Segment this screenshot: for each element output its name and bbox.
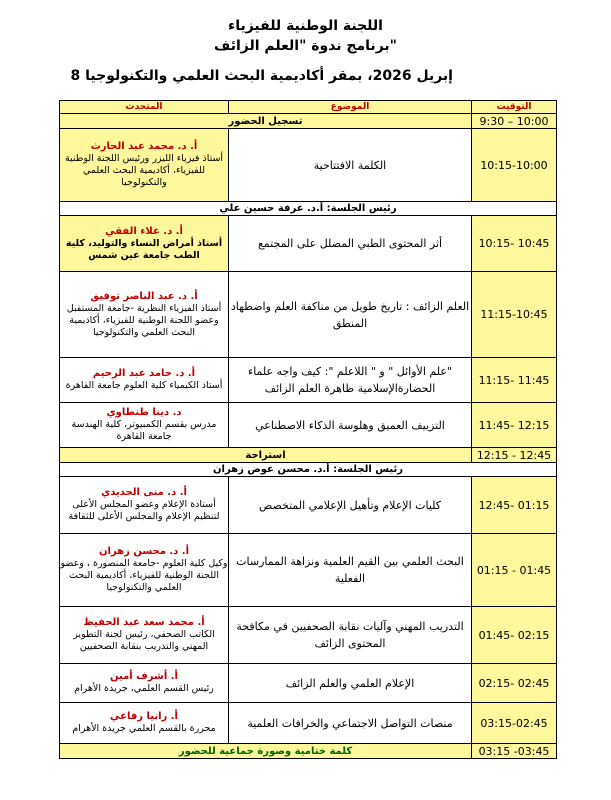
closing-label: كلمة ختامية وصورة جماعية للحضور: [60, 744, 472, 759]
row-time: 11:15-10:45: [472, 272, 557, 358]
speaker-desc: أستاذ أمراض النساء والتوليد، كلية الطب جامعة عين شمس: [65, 237, 223, 261]
row-topic: الكلمة الافتتاحية: [229, 129, 472, 202]
table-row: [60, 477, 557, 534]
speaker-name: أ. د. عبد الناصر توفيق: [90, 290, 198, 302]
speaker-desc: أستاذ الفيزياء النظرية -جامعة المستقبل وعضو اللجنة الوطنية للفيزياء، أكاديمية البحث العلمي والتكنولوجيا: [66, 302, 222, 338]
row-topic: "علم الأوائل " و " اللاعلم ": كيف واجه علماء الحضارةالإسلامية ظاهرة العلم الزائف: [229, 358, 472, 403]
row-topic: كليات الإعلام وتأهيل الإعلامي المتخصص: [229, 477, 472, 534]
row-time: 02:15 -01:45: [472, 607, 557, 664]
row-time: 03:15-02:45: [472, 703, 557, 744]
session-chair-row: [60, 202, 557, 216]
break-label: استراحة: [60, 448, 472, 463]
row-speaker: [60, 358, 229, 403]
table-row: [60, 216, 557, 272]
row-speaker: [60, 477, 229, 534]
table-row: [60, 703, 557, 744]
row-topic: التدريب المهني وآليات نقابة الصحفيين في مكافحة المحتوى الزائف: [229, 607, 472, 664]
table-row: [60, 272, 557, 358]
table-row: [60, 607, 557, 664]
program-title: برنامج ندوة "العلم الزائف": [214, 38, 397, 54]
session-chair-row: [60, 463, 557, 477]
schedule-table: [59, 100, 557, 759]
table-row: [60, 664, 557, 703]
date-venue: 8 إبريل 2026، بمقر أكاديمية البحث العلمي والتكنولوجيا: [70, 68, 453, 84]
speaker-name: أ. د. علاء الفقي: [105, 225, 183, 237]
row-time: 10:15-10:00: [472, 129, 557, 202]
speaker-desc: مدرس بقسم الكمبيوتر، كلية الهندسة جامعة القاهرة: [71, 419, 217, 442]
break-row: [60, 448, 557, 463]
speaker-name: أ. د. محسن زهران: [98, 546, 190, 557]
header-topic: الموضوع: [229, 101, 472, 114]
break-time: 12:45 - 12:15: [472, 448, 557, 463]
row-speaker: [60, 607, 229, 664]
row-topic: أثر المحتوى الطبي المضلل على المجتمع: [229, 216, 472, 272]
row-topic: الإعلام العلمي والعلم الزائف: [229, 664, 472, 703]
row-time: 01:15 -12:45: [472, 477, 557, 534]
row-time: 02:45 -02:15: [472, 664, 557, 703]
registration-row: [60, 114, 557, 129]
row-time: 12:15 -11:45: [472, 403, 557, 448]
speaker-name: أ. رانيا رفاعي: [110, 711, 178, 722]
row-topic: البحث العلمي بين القيم العلمية ونزاهة الممارسات الفعلية: [229, 534, 472, 607]
table-row: [60, 403, 557, 448]
row-speaker: [60, 272, 229, 358]
speaker-desc: رئيس القسم العلمي، جريدة الأهرام: [74, 683, 214, 694]
header-time: التوقيت: [472, 101, 557, 114]
row-speaker: [60, 216, 229, 272]
speaker-desc: محررة بالقسم العلمي جريدة الأهرام: [72, 723, 216, 734]
row-time: 11:45 -11:15: [472, 358, 557, 403]
table-row: [60, 534, 557, 607]
table-row: [60, 129, 557, 202]
table-header-row: [60, 101, 557, 114]
row-speaker: [60, 664, 229, 703]
row-topic: التزييف العميق وهلوسة الذكاء الاصطناعي: [229, 403, 472, 448]
row-topic: منصات التواصل الاجتماعي والخرافات العلمية: [229, 703, 472, 744]
speaker-desc: أستاذ فيزياء الليزر ورئيس اللجنة الوطنية للفيزياء، أكاديمية البحث العلمي والتكنولوجيا: [64, 153, 224, 188]
speaker-name: أ. د. حامد عبد الرحيم: [92, 368, 196, 379]
speaker-desc: الكاتب الصحفي، رئيس لجنة التطوير المهني والتدريب بنقابة الصحفيين: [73, 629, 215, 652]
row-time: 10:45 -10:15: [472, 216, 557, 272]
speaker-desc: أستاذة الإعلام وعضو المجلس الأعلى لتنظيم الإعلام والمجلس الأعلى للثقافة: [68, 499, 220, 522]
registration-label: تسجيل الحضور: [60, 114, 472, 129]
session1-chair: رئيس الجلسة: أ.د. عرفة حسين علي: [60, 202, 557, 216]
row-topic: العلم الزائف : تاريخ طويل من مناكفة العلم واضطهاد المنطق: [229, 272, 472, 358]
speaker-desc: وكيل كلية العلوم -جامعة المنصورة ، وعضو اللجنة الوطنية للفيزياء، أكاديمية البحث العلمي والتكنولوجيا: [60, 558, 228, 593]
table-row: [60, 358, 557, 403]
committee-title: اللجنة الوطنية للفيزياء: [228, 18, 383, 34]
row-time: 01:45 - 01:15: [472, 534, 557, 607]
speaker-name: د. دينا طنطاوي: [106, 407, 182, 418]
closing-time: 03:45- 03:15: [472, 744, 557, 759]
speaker-name: أ. أشرف أمين: [110, 671, 178, 682]
row-speaker: [60, 129, 229, 202]
speaker-name: أ. محمد سعد عبد الحفيظ: [83, 617, 205, 628]
row-speaker: [60, 703, 229, 744]
speaker-name: أ. د. محمد عبد الحارث: [90, 141, 198, 152]
row-speaker: [60, 403, 229, 448]
closing-row: [60, 744, 557, 759]
speaker-desc: أستاذ الكيمياء كلية العلوم جامعة القاهرة: [65, 380, 223, 391]
row-speaker: [60, 534, 229, 607]
speaker-name: أ. د. منى الحديدي: [101, 487, 187, 498]
session2-chair: رئيس الجلسة: أ.د. محسن عوض زهران: [60, 463, 557, 477]
header-speaker: المتحدث: [60, 101, 229, 114]
registration-time: 10:00 – 9:30: [472, 114, 557, 129]
